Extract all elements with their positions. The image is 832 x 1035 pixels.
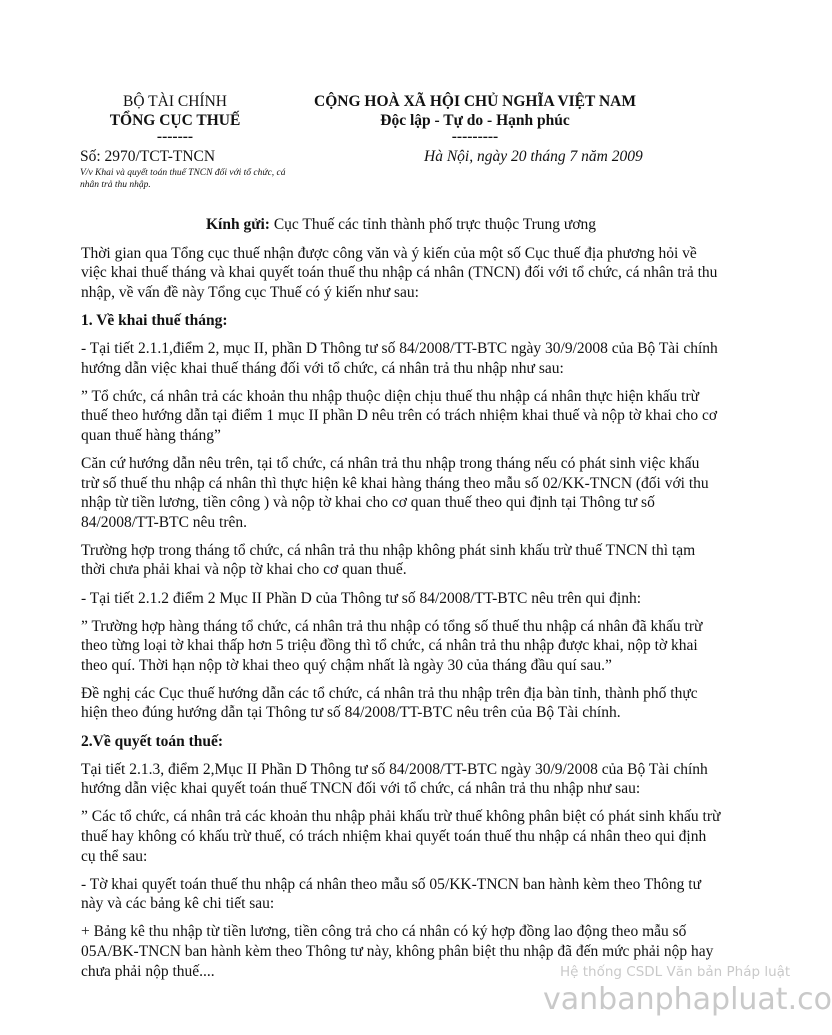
watermark-caption: Hệ thống CSDL Văn bản Pháp luật bbox=[560, 964, 791, 980]
section1-quote: ” Trường hợp hàng tháng tổ chức, cá nhân trả thu nhập có tổng số thuế thu nhập cá nhân đã khấu trừ theo từng loại tờ khai thấp hơn 5 triệu đồng thì tổ chức, cá nhân trả thu nhập được khai, nộp tờ khai theo quí. Thời hạn nộp tờ khai theo quý chậm nhất là ngày 30 của tháng đầu quí sau.” bbox=[81, 617, 703, 674]
department-name: TỔNG CỤC THUẾ bbox=[109, 112, 241, 129]
section1-heading: 1. Về khai thuế tháng: bbox=[81, 311, 228, 329]
ministry-name: BỘ TÀI CHÍNH bbox=[123, 93, 227, 110]
recipient-label: Kính gửi: bbox=[205, 216, 270, 233]
recipient-line bbox=[81, 215, 721, 235]
recipient-name: Cục Thuế các tỉnh thành phố trực thuộc Trung ương bbox=[273, 216, 597, 233]
section2-quote: ” Các tổ chức, cá nhân trả các khoản thu nhập phải khấu trừ thuế không phân biệt có phát sinh khấu trừ thuế hay không có khấu trừ thuế, có trách nhiệm khai quyết toán thuế thu nhập cá nhân theo qui định cụ thể sau: bbox=[81, 808, 721, 865]
watermark-site: vanbanphapluat.co bbox=[543, 982, 832, 1017]
issuer-divider: ------- bbox=[156, 128, 194, 145]
section1-paragraph: Đề nghị các Cục thuế hướng dẫn các tổ chức, cá nhân trả thu nhập trên địa bàn tỉnh, thành phố thực hiện theo đúng hướng dẫn tại Thông tư số 84/2008/TT-BTC nêu trên của Bộ Tài chính. bbox=[81, 684, 698, 722]
country-name: CỘNG HOÀ XÃ HỘI CHỦ NGHĨA VIỆT NAM bbox=[314, 93, 636, 110]
intro-paragraph: Thời gian qua Tổng cục thuế nhận được công văn và ý kiến của một số Cục thuế địa phương hỏi về việc khai thuế tháng và khai quyết toán thuế thu nhập cá nhân (TNCN) đối với tổ chức, cá nhân trả thu nhập, về vấn đề này Tổng cục Thuế có ý kiến như sau: bbox=[81, 244, 718, 301]
section1-paragraph: Trường hợp trong tháng tổ chức, cá nhân trả thu nhập không phát sinh khấu trừ thuế TNCN thì tạm thời chưa phải khai và nộp tờ khai cho cơ quan thuế. bbox=[81, 541, 696, 579]
national-header bbox=[290, 92, 660, 144]
document-subject: V/v Khai và quyết toán thuế TNCN đối với tổ chức, cá nhân trả thu nhập. bbox=[80, 168, 286, 190]
section2-heading: 2.Về quyết toán thuế: bbox=[81, 732, 224, 750]
section1-quote: ” Tổ chức, cá nhân trả các khoản thu nhập thuộc diện chịu thuế thu nhập cá nhân thực hiện khấu trừ thuế theo hướng dẫn tại điểm 1 mục II phần D nêu trên có trách nhiệm khai thuế và nộp tờ khai cho cơ quan thuế hàng tháng” bbox=[81, 387, 718, 444]
place-date: Hà Nội, ngày 20 tháng 7 năm 2009 bbox=[424, 148, 643, 165]
motto-divider: --------- bbox=[451, 128, 499, 145]
document-body bbox=[81, 215, 721, 990]
section2-paragraph: - Tờ khai quyết toán thuế thu nhập cá nhân theo mẫu số 05/KK-TNCN ban hành kèm theo Thông tư này và các bảng kê chi tiết sau: bbox=[81, 875, 701, 913]
national-motto: Độc lập - Tự do - Hạnh phúc bbox=[380, 112, 570, 129]
section2-paragraph: Tại tiết 2.1.3, điểm 2,Mục II Phần D Thông tư số 84/2008/TT-BTC ngày 30/9/2008 của Bộ Tài chính hướng dẫn việc khai quyết toán thuế TNCN đối với tổ chức, cá nhân trả thu nhập như sau: bbox=[81, 760, 708, 798]
issuer-block bbox=[70, 92, 280, 144]
section1-paragraph: - Tại tiết 2.1.1,điểm 2, mục II, phần D Thông tư số 84/2008/TT-BTC ngày 30/9/2008 của Bộ Tài chính hướng dẫn việc khai thuế tháng đối với tổ chức, cá nhân trả thu nhập như sau: bbox=[81, 339, 718, 377]
section2-paragraph: + Bảng kê thu nhập từ tiền lương, tiền công trả cho cá nhân có ký hợp đồng lao động theo mẫu số 05A/BK-TNCN ban hành kèm theo Thông tư này, không phân biệt thu nhập đã đến mức phải nộp hay chưa phải nộp thuế.... bbox=[81, 923, 714, 980]
section1-paragraph: - Tại tiết 2.1.2 điểm 2 Mục II Phần D của Thông tư số 84/2008/TT-BTC nêu trên qui định: bbox=[81, 589, 642, 607]
section1-paragraph: Căn cứ hướng dẫn nêu trên, tại tổ chức, cá nhân trả thu nhập trong tháng nếu có phát sinh việc khấu trừ số thuế thu nhập cá nhân thì thực hiện kê khai hàng tháng theo mẫu số 02/KK-TNCN (đối với thu nhập từ tiền lương, tiền công ) và nộp tờ khai cho cơ quan thuế theo qui định tại Thông tư số 84/2008/TT-BTC nêu trên. bbox=[81, 454, 709, 531]
document-number: Số: 2970/TCT-TNCN bbox=[80, 148, 216, 165]
